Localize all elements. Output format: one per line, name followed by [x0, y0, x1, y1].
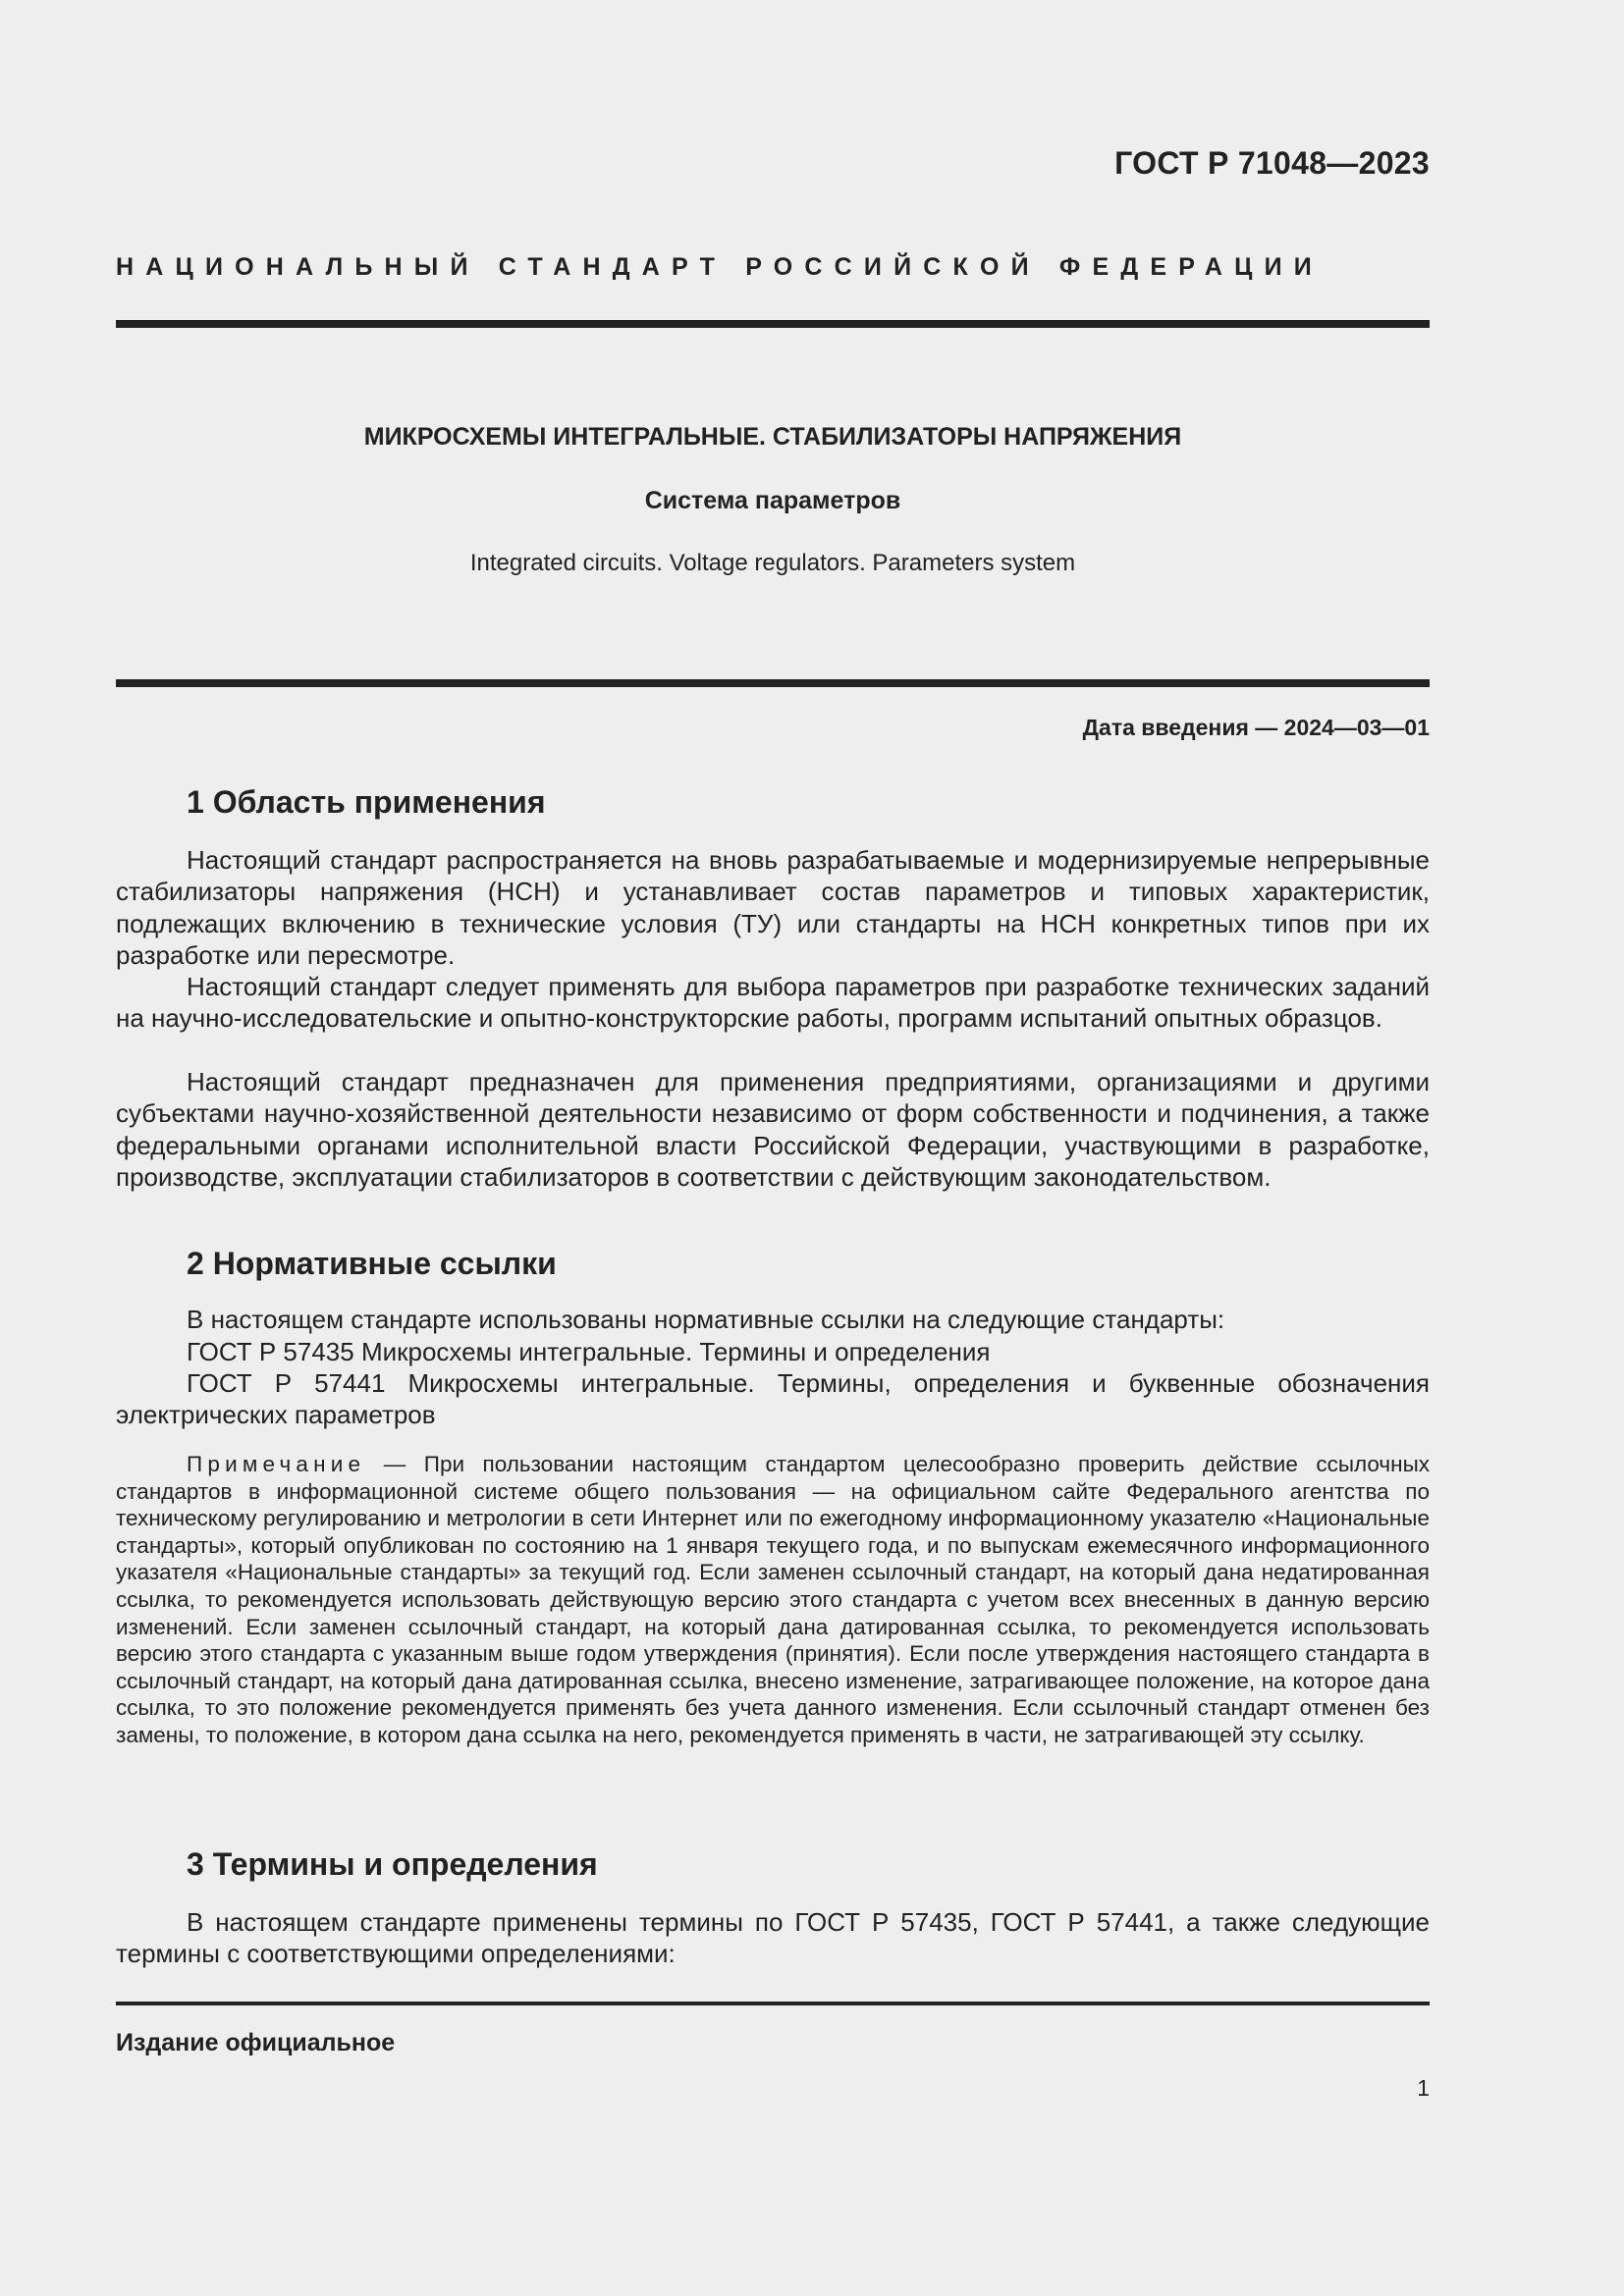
page-number: 1 — [1417, 2075, 1430, 2101]
section-1-paragraph-2: Настоящий стандарт следует применять для выбора параметров при разработке технических заданий на научно-исследовательские и опытно-конструкторские работы, программ испытаний опытных образцов. — [116, 972, 1430, 1034]
reference-gost-57441: ГОСТ Р 57441 Микросхемы интегральные. Термины, определения и буквенные обозначения электрических параметров — [116, 1368, 1430, 1430]
section-3-heading: 3 Термины и определения — [187, 1846, 598, 1882]
standard-designation: ГОСТ Р 71048—2023 — [1114, 145, 1430, 181]
document-title: МИКРОСХЕМЫ ИНТЕГРАЛЬНЫЕ. СТАБИЛИЗАТОРЫ НАПРЯЖЕНИЯ — [363, 423, 1182, 451]
note-text: — При пользовании настоящим стандартом целесообразно проверить действие ссылочных стандартов в информационной системе общего пользования — на официальном сайте Федерального агентства по техническому регулированию и метрологии в сети Интернет или по ежегодному информационному указателю «Национальные стандарты», который опубликован по состоянию на 1 января текущего года, и по выпускам ежемесячного информационного указателя «Национальные стандарты» за текущий год. Если заменен ссылочный стандарт, на который дана недатированная ссылка, то рекомендуется использовать действующую версию этого стандарта с учетом всех внесенных в данную версию изменений. Если заменен ссылочный стандарт, на который дана датированная ссылка, то рекомендуется использовать версию этого стандарта с указанным выше годом утверждения (принятия). Если после утверждения настоящего стандарта в ссылочный стандарт, на который дана датированная ссылка, внесено изменение, затрагивающее положение, на которое дана ссылка, то это положение рекомендуется применять без учета данного изменения. Если ссылочный стандарт отменен без замены, то положение, в котором дана ссылка на него, рекомендуется применять в части, не затрагивающей эту ссылку. — [116, 1452, 1430, 1747]
section-2-paragraph-1: В настоящем стандарте использованы нормативные ссылки на следующие стандарты: — [187, 1305, 1225, 1334]
title-bottom-rule — [116, 679, 1430, 687]
section-1-paragraph-3: Настоящий стандарт предназначен для применения предприятиями, организациями и другими субъектами научно-хозяйственной деятельности независимо от форм собственности и подчинения, а также федеральными органами исполнительной власти Российской Федерации, участвующими в разработке, производстве, эксплуатации стабилизаторов в соответствии с действующим законодательством. — [116, 1067, 1430, 1192]
official-edition-label: Издание официальное — [116, 2029, 396, 2056]
section-1-paragraph-1: Настоящий стандарт распространяется на вновь разрабатываемые и модернизируемые непрерывные стабилизаторы напряжения (НСН) и устанавливает состав параметров и типовых характеристик, подлежащих включению в технические условия (ТУ) или стандарты на НСН конкретных типов при их разработке или пересмотре. — [116, 845, 1430, 970]
introduction-date: Дата введения — 2024—03—01 — [1082, 715, 1430, 740]
document-subtitle: Система параметров — [644, 487, 901, 514]
document-page — [116, 0, 1430, 2296]
reference-gost-57435: ГОСТ Р 57435 Микросхемы интегральные. Термины и определения — [187, 1337, 991, 1366]
note-label: Примечание — [187, 1452, 366, 1476]
note-paragraph — [116, 1451, 1430, 1749]
section-1-heading: 1 Область применения — [187, 784, 546, 820]
section-3-paragraph-1: В настоящем стандарте применены термины по ГОСТ Р 57435, ГОСТ Р 57441, а также следующие термины с соответствующими определениями: — [116, 1907, 1430, 1969]
footer-rule — [116, 2002, 1430, 2005]
top-rule — [116, 320, 1430, 328]
national-standard-banner: НАЦИОНАЛЬНЫЙ СТАНДАРТ РОССИЙСКОЙ ФЕДЕРАЦИИ — [116, 253, 1324, 281]
english-title: Integrated circuits. Voltage regulators. Parameters system — [469, 550, 1076, 576]
section-2-heading: 2 Нормативные ссылки — [187, 1246, 557, 1281]
